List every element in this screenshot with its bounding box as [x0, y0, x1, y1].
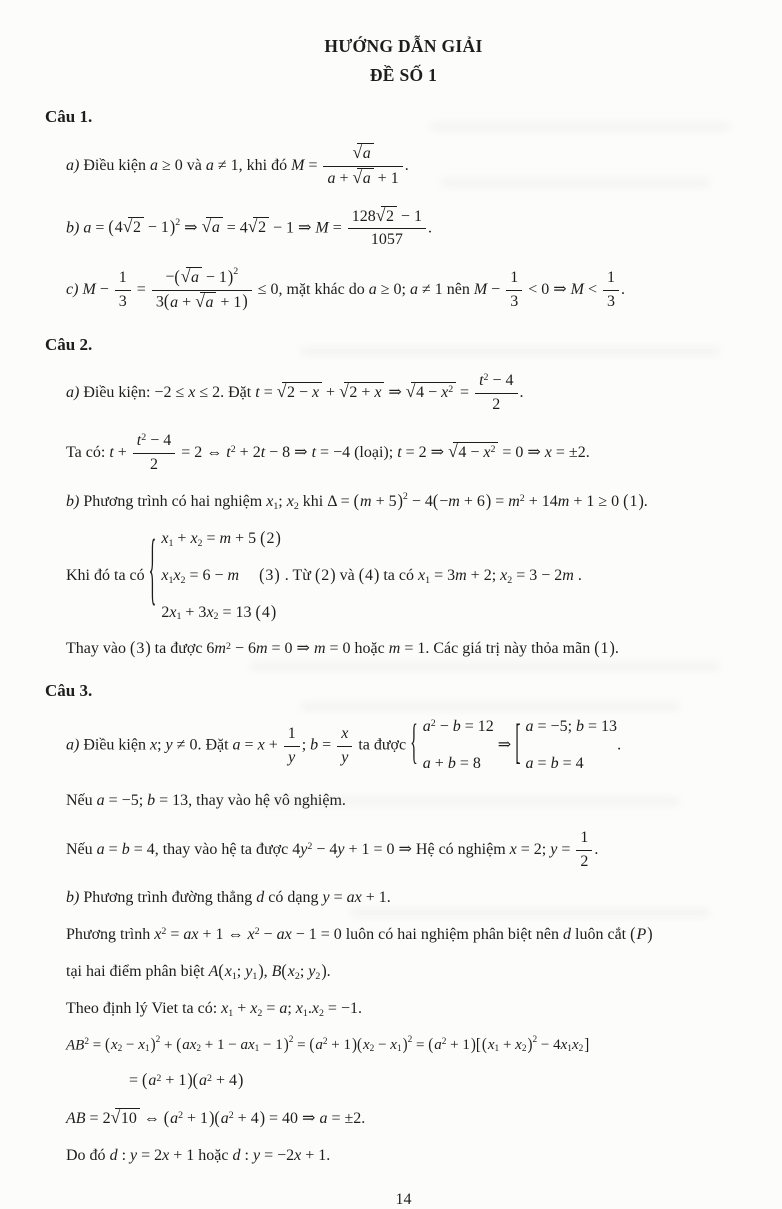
solution-line: b) a = ( 4√2 − 1 ) $^2$ ⇒ √a = 4√2 − 1 ⇒ M = $\frac{128√2 - 1}{1057}$ . — [66, 204, 432, 249]
solution-line: Khi đó ta có { $x_1 + x_2 = m + 5$ ( 2 ) $x_1x_2 = 6 - m$ ( 3 ) $2x_1 + 3x_2 = 13$ ( 4 ) . Từ ( 2 ) và ( 4 ) ta có $x_1 = 3m + 2$; $x_2 = 3 - 2m$ . — [66, 528, 582, 623]
solution-line: Do đó d : y = 2x + 1 hoặc d : y = −2x + 1. — [66, 1147, 331, 1165]
solution-line: Thay vào ( 3 ) ta được $6m^2 - 6m = 0$ ⇒ m = 0 hoặc m = 1. Các giá trị này thỏa mãn ( 1 ) . — [66, 639, 619, 659]
page-number: 14 — [395, 1190, 412, 1208]
solution-line: Theo định lý Viet ta có: $x_1 + x_2 = a$; $x_1.x_2 = -1$. — [66, 999, 362, 1019]
section-heading: Câu 1. — [45, 107, 93, 126]
solution-line: $AB^2$ = ( $x_2 - x_1$ ) $^2$ + ( $ax_2 + 1 - ax_1 - 1$ ) $^2$ = ( $a^2 + 1$ ) ( $x_2 - x_1$ ) $^2$ = ( $a^2 + 1$ ) [ ( $x_1 + x_2$ ) $^2 - 4x_1x_2$ ] — [66, 1034, 590, 1055]
scan-artifact — [250, 662, 720, 671]
scan-artifact — [260, 797, 680, 806]
solution-line: AB = 2√10 ⇔ ( $a^2 + 1$ ) ( $a^2 + 4$ ) = 40 ⇒ a = ±2. — [66, 1107, 366, 1129]
scan-artifact — [350, 908, 710, 917]
solution-line: Phương trình $x^2$ = ax + 1 ⇔ $x^2$ − ax − 1 = 0 luôn có hai nghiệm phân biệt nên d luôn cắt ( P ) — [66, 924, 653, 945]
scan-artifact — [300, 347, 720, 356]
scan-artifact — [300, 702, 680, 711]
doc-title: HƯỚNG DẪN GIẢI — [324, 36, 483, 56]
solution-line: a) Điều kiện: −2 ≤ x ≤ 2. Đặt t = √2 − x + √2 + x ⇒ $√4 - x^2$ = $\frac{t^2 - 4}{2}$ . — [66, 371, 524, 413]
doc-subtitle: ĐỀ SỐ 1 — [369, 65, 438, 85]
section-heading: Câu 3. — [45, 681, 93, 701]
solution-line: a) Điều kiện a ≥ 0 và a ≠ 1, khi đó M = $\frac{√a}{a + √a + 1}$ . — [66, 143, 762, 190]
scan-artifact — [440, 178, 710, 187]
section-heading: Câu 2. — [45, 334, 93, 354]
solution-line: b) Phương trình đường thẳng d có dạng y = ax + 1. — [66, 889, 391, 907]
solution-line: = ( $a^2 + 1$ ) ( $a^2 + 4$ ) — [129, 1071, 244, 1091]
solutions-content — [45, 107, 762, 1167]
solution-line: tại hai điểm phân biệt A ( $x_1$; $y_1$ ) , B ( $x_2$; $y_2$ ) . — [66, 961, 331, 982]
solution-line: b) Phương trình có hai nghiệm $x_1$; $x_2$ khi Δ = ( m + 5 ) $^2$ − 4 ( −m + 6 ) = $m^2 + 14m + 1 \ge 0$ ( 1 ) . — [66, 490, 648, 512]
solution-line: a) Điều kiện x; y ≠ 0. Đặt a = x + $\frac{1}{y}$ ; b = $\frac{x}{y}$ ta được { $a^2 - b = 12$ a + b = 8 ⇒ [ a = −5; b = 13 a = b = 4 . — [66, 717, 622, 773]
solution-line: Nếu a = b = 4, thay vào hệ ta được $4y^2 - 4y + 1 = 0$ ⇒ Hệ có nghiệm x = 2; y = $\frac{1}{2}$ . — [66, 828, 599, 870]
solution-line: Ta có: t + $\frac{t^2 - 4}{2}$ = 2 ⇔ $t^2 + 2t - 8$ ⇒ t = −4 (loại); t = 2 ⇒ $√4 - x^2 = 0$ ⇒ x = ±2. — [66, 432, 590, 474]
solution-line: c) M − $\frac{1}{3}$ = − ( √a − 1 ) $^2$ 3 ( a + √a + 1 ) ≤ 0, mặt khác do a ≥ 0; a ≠ 1 nên M − $\frac{1}{3}$ < 0 ⇒ M < $\frac{1}{3}$ . — [66, 267, 762, 314]
scan-artifact — [430, 122, 730, 131]
solution-line: Nếu a = −5; b = 13, thay vào hệ vô nghiệm. — [66, 791, 346, 809]
